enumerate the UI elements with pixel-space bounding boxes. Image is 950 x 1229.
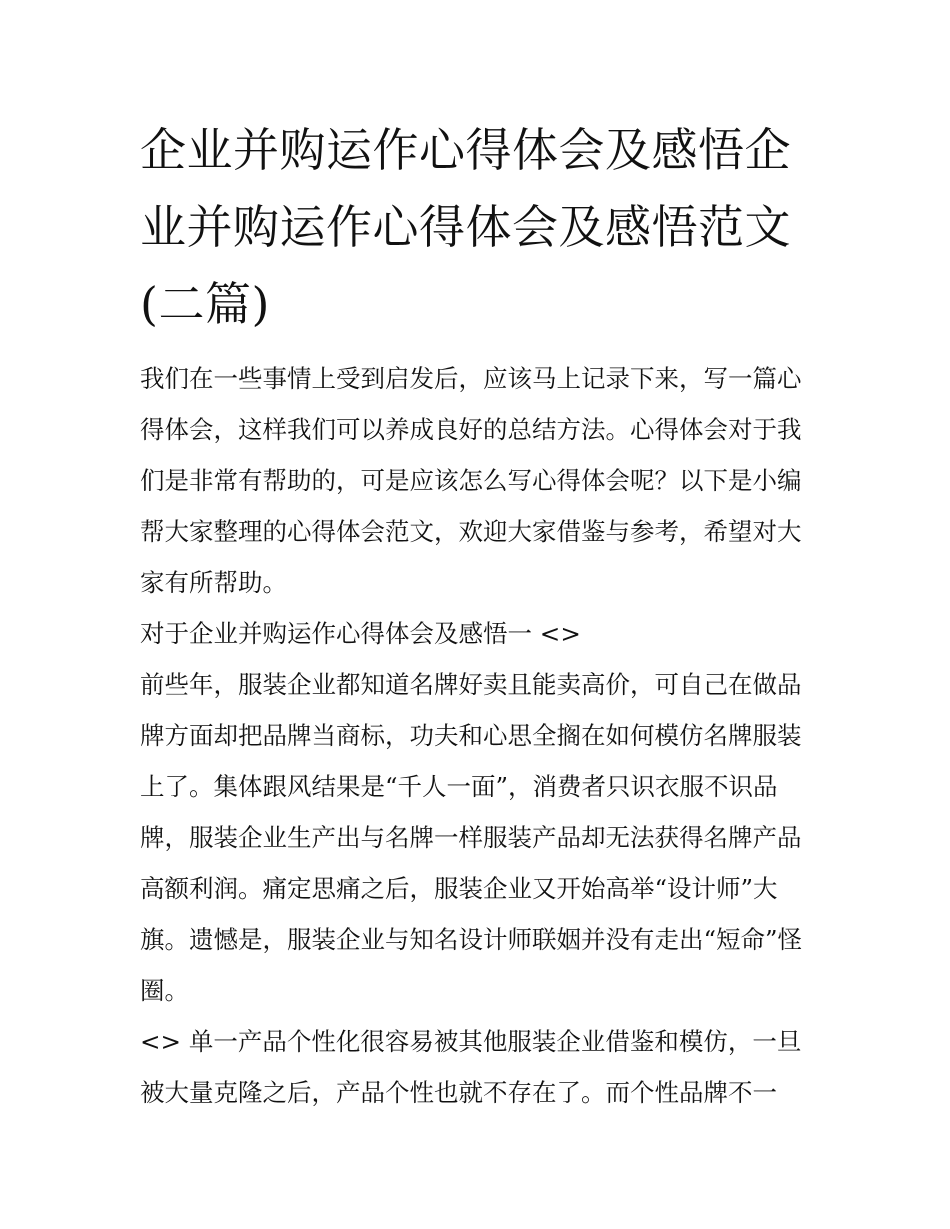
intro-paragraph: 我们在一些事情上受到启发后，应该马上记录下来，写一篇心得体会，这样我们可以养成良好的总结方法。心得体会对于我们是非常有帮助的，可是应该怎么写心得体会呢？以下是小编帮大家整理的心得体会范文，欢迎大家借鉴与参考，希望对大家有所帮助。 bbox=[140, 364, 802, 597]
document-page bbox=[140, 112, 820, 1118]
body-paragraph: <> 单一产品个性化很容易被其他服装企业借鉴和模仿，一旦被大量克隆之后，产品个性也就不存在了。而个性品牌不一 bbox=[140, 1027, 802, 1107]
section-heading: 对于企业并购运作心得体会及感悟一 <> bbox=[140, 619, 581, 648]
document-title: 企业并购运作心得体会及感悟企业并购运作心得体会及感悟范文(二篇) bbox=[140, 123, 791, 331]
body-paragraph: 前些年，服装企业都知道名牌好卖且能卖高价，可自己在做品牌方面却把品牌当商标，功夫和心思全搁在如何模仿名牌服装上了。集体跟风结果是“千人一面”，消费者只识衣服不识品牌，服装企业生产出与名牌一样服装产品却无法获得名牌产品高额利润。痛定思痛之后，服装企业又开始高举“设计师”大旗。遗憾是，服装企业与知名设计师联姻并没有走出“短命”怪圈。 bbox=[140, 670, 803, 1005]
